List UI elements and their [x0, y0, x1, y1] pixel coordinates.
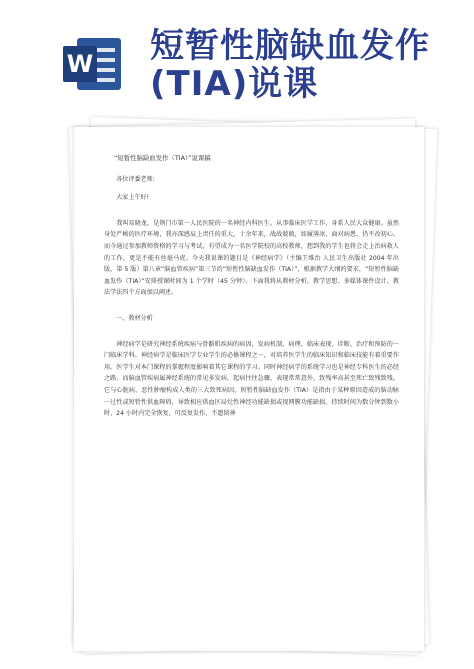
document-page	[74, 127, 424, 651]
paragraph-intro: 我叫易晓龙，是荆门市第一人民医院的一名神经内科医生。从事临床医学工作，身系人民大众健康。虽然身处严峻的医疗环境，我亦深感肩上责任的重大，十余年来，战战兢兢，如履薄冰，面对病患，仍不改初心。而今通过参加教师资格的学习与考试，有望成为一名医学院校的高校教师，想到我的学生也将会走上治病救人的工作，更是不能有丝毫马虎。今天我说课的题目是《神经病学》（主编王维治 人民卫生出版社 2004 年出版，第 5 版）第八章“脑血管疾病”第三节的“短暂性脑缺血发作（TIA）”，根据教学大纲的要求，“短暂性脑缺血发作（TIA）”安排授课时间为 1 个学时（45 分钟）。下面我将从教材分析、教学思想、多媒体课件设计、教法学法四个方面加以阐述。	[104, 219, 399, 297]
page-title-line-2: (TIA)说课	[150, 64, 319, 104]
word-icon: W	[63, 46, 97, 82]
salutation: 各位评委老师:	[116, 175, 155, 183]
greeting: 大家上午好!	[116, 194, 150, 202]
paragraph-analysis: 神经病学是研究神经系统疾病与骨骼肌疾病的病因、发病机制、病理、临床表现、诊断、治疗和预防的一门临床学科。神经病学是临床医学专业学生的必修课程之一，对培养医学生的临床知识和临床技能有着重要作用。医学生对本门课程的掌握程度影响着其它课程的学习。同时神经病学的系统学习也是神经专科医生的必经之路。而脑血管疾病属神经系统的常见多发病，起病往往急骤，表现常常意外，致残率高甚至死亡致残致残。它与心脏病、恶性肿瘤构成人类的三大致死病因。短暂性脑缺血发作（TIA）是指由于某种原因造成的脑动脉一过性或短暂性供血障碍，导致相应供血区局灶性神经功能缺损或视网膜功能缺损。持续时间为数分钟到数小时，24 小时内完全恢复，可反复发作，不遗留神	[104, 340, 399, 418]
document-heading: “短暂性脑缺血发作（TIA）”说课稿	[114, 154, 211, 162]
document-body	[104, 153, 399, 420]
section-heading: 一、教材分析	[116, 314, 153, 322]
page-title-line-1: 短暂性脑缺血发作	[150, 26, 430, 66]
document-preview[interactable]	[70, 123, 430, 653]
word-logo	[63, 38, 123, 90]
